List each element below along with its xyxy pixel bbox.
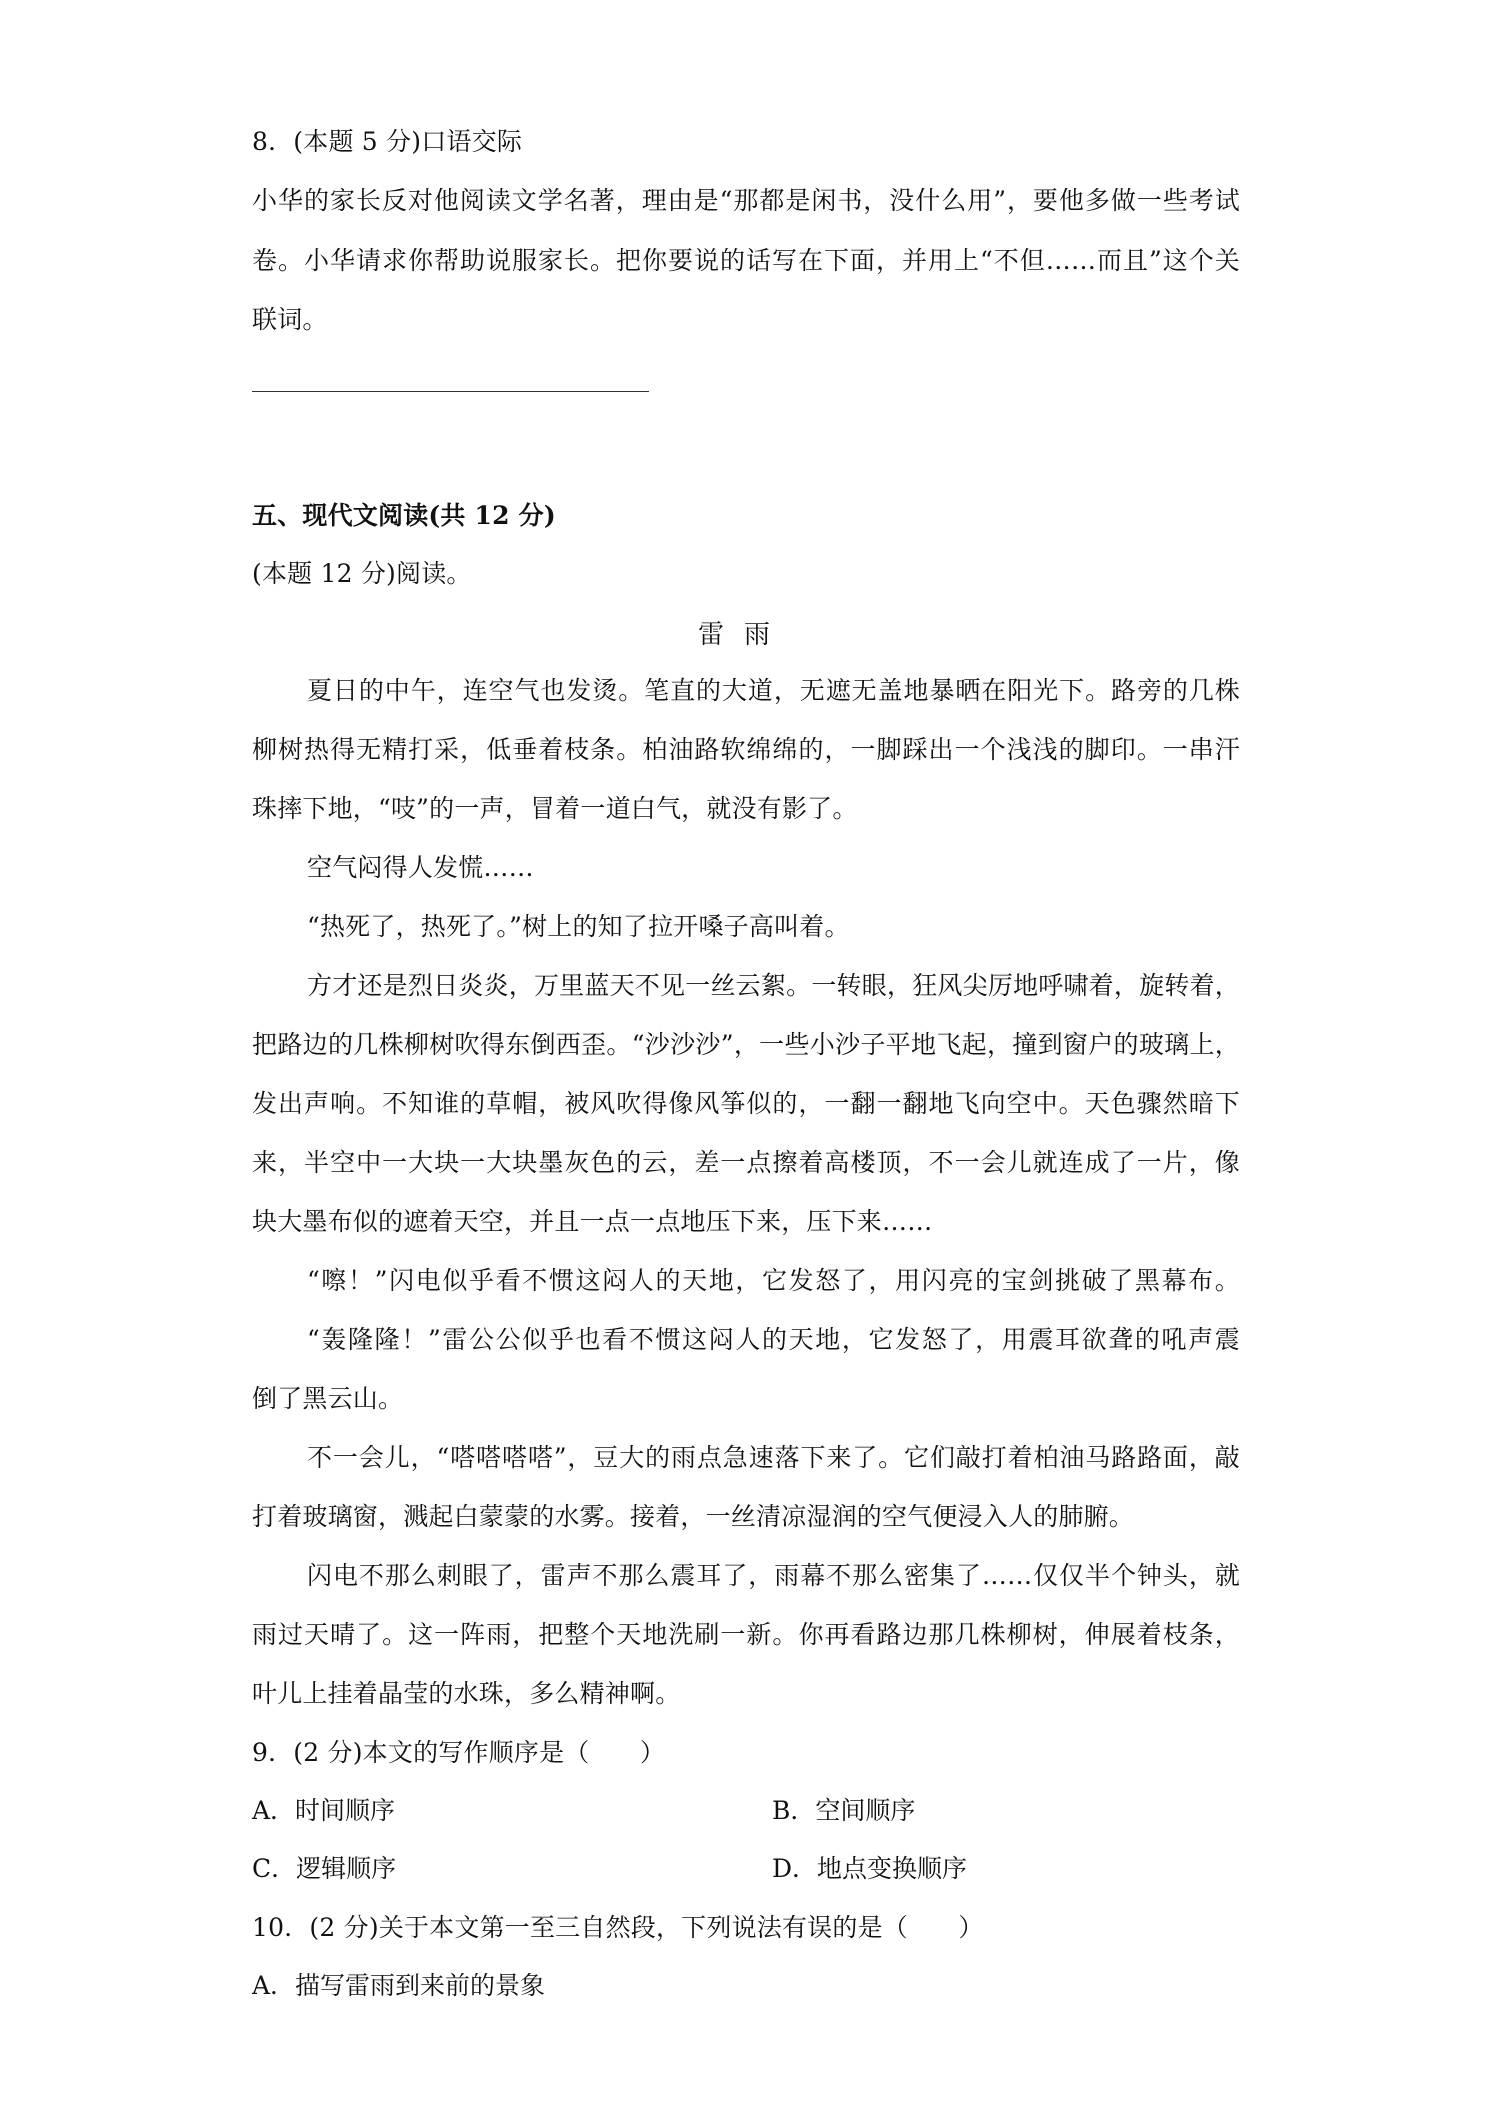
passage-line: 珠摔下地，“吱”的一声，冒着一道白气，就没有影了。 [252,794,858,823]
passage-line: 方才还是烈日炎炎，万里蓝天不见一丝云絮。一转眼，狂风尖厉地呼啸着，旋转着， [307,971,1240,1000]
answer-blank-line [252,391,649,392]
passage-title: 雷雨 [697,620,790,650]
passage-line: “嚓！”闪电似乎看不惯这闷人的天地，它发怒了，用闪亮的宝剑挑破了黑幕布。 [307,1266,1240,1295]
passage-line: 雨过天晴了。这一阵雨，把整个天地洗刷一新。你再看路边那几株柳树，伸展着枝条， [252,1620,1240,1649]
section-intro: (本题 12 分)阅读。 [252,559,472,588]
q10-option-a[interactable]: A．描写雷雨到来前的景象 [252,1971,546,2000]
q8-line-1: 小华的家长反对他阅读文学名著，理由是“那都是闲书，没什么用”，要他多做一些考试 [252,186,1240,215]
passage-line: 夏日的中午，连空气也发烫。笔直的大道，无遮无盖地暴晒在阳光下。路旁的几株 [307,676,1240,705]
section-heading: 五、现代文阅读(共 12 分) [252,501,556,530]
passage-line: 柳树热得无精打采，低垂着枝条。柏油路软绵绵的，一脚踩出一个浅浅的脚印。一串汗 [252,735,1240,764]
q8-line-3: 联词。 [252,305,328,334]
passage-line: 闪电不那么刺眼了，雷声不那么震耳了，雨幕不那么密集了……仅仅半个钟头，就 [307,1561,1240,1590]
q9-stem: 9．(2 分)本文的写作顺序是（ ） [252,1738,666,1767]
passage-line: 打着玻璃窗，溅起白蒙蒙的水雾。接着，一丝清凉湿润的空气便浸入人的肺腑。 [252,1502,1135,1531]
q8-header: 8．(本题 5 分)口语交际 [252,127,523,156]
passage-line: 空气闷得人发慌…… [307,853,534,882]
passage-line: 块大墨布似的遮着天空，并且一点一点地压下来，压下来…… [252,1207,933,1236]
passage-line: 来，半空中一大块一大块墨灰色的云，差一点擦着高楼顶，不一会儿就连成了一片，像 [252,1148,1240,1177]
passage-line: 发出声响。不知谁的草帽，被风吹得像风筝似的，一翻一翻地飞向空中。天色骤然暗下 [252,1089,1240,1118]
q9-option-d[interactable]: D．地点变换顺序 [772,1854,968,1883]
q8-line-2: 卷。小华请求你帮助说服家长。把你要说的话写在下面，并用上“不但……而且”这个关 [252,246,1240,275]
q9-option-a[interactable]: A．时间顺序 [252,1796,396,1825]
passage-line: “轰隆隆！”雷公公似乎也看不惯这闷人的天地，它发怒了，用震耳欲聋的吼声震 [307,1325,1240,1354]
q9-option-b[interactable]: B．空间顺序 [772,1796,916,1825]
passage-line: “热死了，热死了。”树上的知了拉开嗓子高叫着。 [307,912,850,941]
q9-option-c[interactable]: C．逻辑顺序 [252,1854,397,1883]
passage-line: 叶儿上挂着晶莹的水珠，多么精神啊。 [252,1679,681,1708]
q10-stem: 10．(2 分)关于本文第一至三自然段，下列说法有误的是（ ） [252,1913,984,1942]
passage-line: 把路边的几株柳树吹得东倒西歪。“沙沙沙”，一些小沙子平地飞起，撞到窗户的玻璃上， [252,1030,1240,1059]
passage-line: 倒了黑云山。 [252,1384,404,1413]
passage-line: 不一会儿，“嗒嗒嗒嗒”，豆大的雨点急速落下来了。它们敲打着柏油马路路面，敲 [307,1443,1240,1472]
